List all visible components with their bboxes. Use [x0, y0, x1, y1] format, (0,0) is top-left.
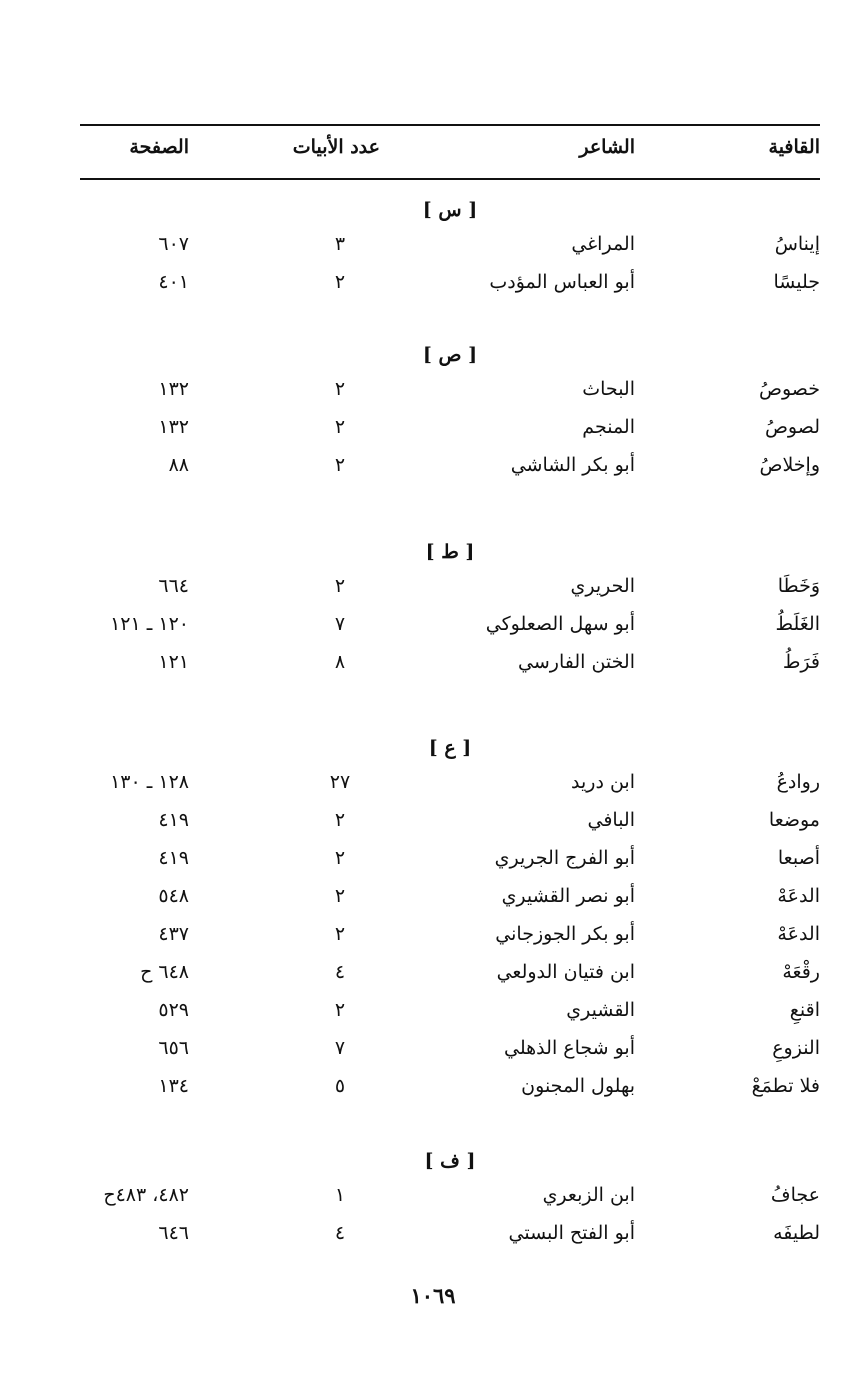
page-ref-cell: ٤٨٢، ٤٨٣ح	[103, 1184, 189, 1206]
poet-cell: أبو الفرج الجريري	[494, 847, 635, 869]
rhyme-cell: روادعُ	[776, 771, 820, 793]
poet-cell: القشيري	[566, 999, 635, 1021]
rhyme-cell: وإخلاصُ	[759, 454, 820, 476]
section-heading: [ ص ]	[422, 344, 478, 366]
verse-count-cell: ٢	[334, 454, 346, 476]
page-ref-cell: ٦٤٦	[158, 1222, 189, 1244]
header-poet: الشاعر	[579, 136, 635, 158]
verse-count-cell: ٧	[334, 613, 346, 635]
rhyme-cell: خصوصُ	[758, 378, 820, 400]
page-ref-cell: ١٣٤	[158, 1075, 189, 1097]
poet-cell: أبو بكر الجوزجاني	[495, 923, 635, 945]
rhyme-cell: الدعَهْ	[777, 923, 820, 945]
page-ref-cell: ٥٢٩	[158, 999, 189, 1021]
section-heading: [ ف ]	[424, 1150, 476, 1172]
poet-cell: أبو العباس المؤدب	[489, 271, 635, 293]
rhyme-cell: أصبعا	[777, 847, 820, 869]
header-verse-count: عدد الأبيات	[292, 136, 380, 158]
rhyme-cell: فَرَطُ	[782, 651, 820, 673]
poet-cell: أبو بكر الشاشي	[510, 454, 635, 476]
rhyme-cell: موضعا	[768, 809, 820, 831]
header-qafiya: القافية	[768, 136, 820, 158]
rhyme-cell: عجافُ	[770, 1184, 820, 1206]
poet-cell: الحريري	[570, 575, 635, 597]
page-ref-cell: ١٣٢	[158, 416, 189, 438]
rhyme-cell: جليسًا	[773, 271, 820, 293]
rhyme-cell: النزوعِ	[772, 1037, 820, 1059]
poet-cell: ابن دريد	[571, 771, 635, 793]
poet-cell: أبو سهل الصعلوكي	[485, 613, 635, 635]
poet-cell: البحاث	[582, 378, 635, 400]
poet-cell: أبو شجاع الذهلي	[504, 1037, 635, 1059]
poet-cell: ابن الزبعري	[542, 1184, 635, 1206]
verse-count-cell: ٢	[334, 847, 346, 869]
rhyme-cell: اقنعِ	[789, 999, 820, 1021]
rhyme-cell: الغَلَطُ	[775, 613, 820, 635]
verse-count-cell: ٢	[334, 271, 346, 293]
page-ref-cell: ٦٤٨ ح	[140, 961, 189, 983]
page-ref-cell: ٦٦٤	[158, 575, 189, 597]
page-ref-cell: ٤١٩	[158, 809, 189, 831]
verse-count-cell: ٢	[334, 378, 346, 400]
page-number: ١٠٦٩	[410, 1283, 456, 1308]
poet-cell: ابن فتيان الدولعي	[496, 961, 635, 983]
page-ref-cell: ٤٠١	[158, 271, 189, 293]
verse-count-cell: ٨	[334, 651, 346, 673]
verse-count-cell: ٧	[334, 1037, 346, 1059]
top-rule	[80, 124, 820, 126]
section-heading: [ س ]	[422, 199, 478, 221]
rhyme-cell: وَخَطَا	[777, 575, 820, 597]
verse-count-cell: ١	[334, 1184, 346, 1206]
rhyme-cell: فلا تطمَعْ	[751, 1075, 820, 1097]
page-ref-cell: ١٢٠ ـ ١٢١	[110, 613, 189, 635]
header-page: الصفحة	[129, 136, 189, 158]
poet-cell: أبو الفتح البستي	[508, 1222, 635, 1244]
page-ref-cell: ٤٣٧	[158, 923, 189, 945]
page-ref-cell: ٦٥٦	[158, 1037, 189, 1059]
poet-cell: المنجم	[582, 416, 635, 438]
page-ref-cell: ٥٤٨	[158, 885, 189, 907]
section-heading: [ ط ]	[425, 541, 475, 563]
poet-cell: المراغي	[571, 233, 635, 255]
verse-count-cell: ٢	[334, 923, 346, 945]
poet-cell: الختن الفارسي	[518, 651, 635, 673]
verse-count-cell: ٢٧	[329, 771, 351, 793]
verse-count-cell: ٢	[334, 575, 346, 597]
poet-cell: بهلول المجنون	[521, 1075, 635, 1097]
verse-count-cell: ٢	[334, 809, 346, 831]
verse-count-cell: ٢	[334, 416, 346, 438]
verse-count-cell: ٥	[334, 1075, 346, 1097]
rhyme-cell: لطيفَه	[773, 1222, 820, 1244]
page-ref-cell: ١٢٨ ـ ١٣٠	[110, 771, 189, 793]
section-heading: [ ع ]	[428, 737, 472, 759]
verse-count-cell: ٣	[334, 233, 346, 255]
verse-count-cell: ٤	[334, 1222, 346, 1244]
verse-count-cell: ٢	[334, 885, 346, 907]
page-ref-cell: ٦٠٧	[158, 233, 189, 255]
page-ref-cell: ٤١٩	[158, 847, 189, 869]
header-rule	[80, 178, 820, 180]
rhyme-cell: إيناسُ	[774, 233, 820, 255]
page-ref-cell: ١٢١	[158, 651, 189, 673]
poet-cell: البافي	[587, 809, 635, 831]
page-ref-cell: ١٣٢	[158, 378, 189, 400]
verse-count-cell: ٤	[334, 961, 346, 983]
rhyme-cell: رقْعَهْ	[782, 961, 820, 983]
rhyme-cell: الدعَهْ	[777, 885, 820, 907]
rhyme-cell: لصوصُ	[764, 416, 820, 438]
page-ref-cell: ٨٨	[168, 454, 189, 476]
verse-count-cell: ٢	[334, 999, 346, 1021]
poet-cell: أبو نصر القشيري	[501, 885, 635, 907]
